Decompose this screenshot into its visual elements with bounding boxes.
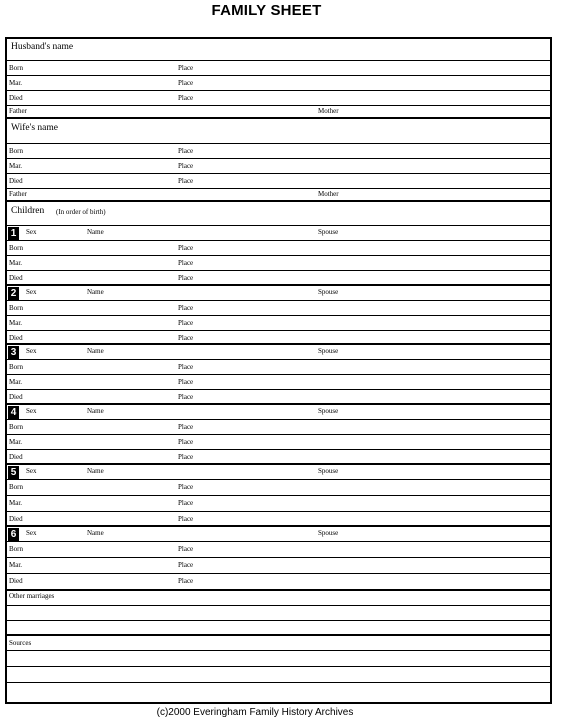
child-number-badge: 6 [8,528,19,542]
child-2-died-row[interactable] [7,331,550,345]
child-born-place-label: Place [178,304,194,312]
child-marriage-place-label: Place [178,378,194,386]
child-2-marriage-row[interactable] [7,316,550,331]
husband-marriage-label: Mar. [9,79,23,87]
child-spouse-label: Spouse [318,529,339,537]
child-3-header-row[interactable] [7,345,550,360]
family-sheet-form [5,37,552,704]
wife-parents-row[interactable] [7,189,550,202]
wife-name-row[interactable] [7,119,550,144]
wife-mother-label: Mother [318,190,339,198]
child-2-header-row[interactable] [7,286,550,301]
husband-parents-row[interactable] [7,106,550,119]
child-name-label: Name [87,288,104,296]
child-spouse-label: Spouse [318,467,339,475]
child-sex-label: Sex [26,407,37,415]
child-born-label: Born [9,423,23,431]
husband-died-label: Died [9,94,23,102]
child-died-label: Died [9,334,23,342]
child-name-label: Name [87,347,104,355]
child-number-badge: 1 [8,227,19,241]
husband-name-row[interactable] [7,39,550,61]
child-sex-label: Sex [26,467,37,475]
child-died-place-label: Place [178,515,194,523]
child-marriage-place-label: Place [178,259,194,267]
children-header-row[interactable] [7,202,550,226]
sources-row[interactable] [7,636,550,651]
husband-mother-label: Mother [318,107,339,115]
child-name-label: Name [87,228,104,236]
sources-line[interactable] [7,651,550,667]
wife-born-label: Born [9,147,23,155]
child-sex-label: Sex [26,529,37,537]
child-died-label: Died [9,393,23,401]
child-number-badge: 4 [8,406,19,420]
child-marriage-label: Mar. [9,319,23,327]
husband-marriage-row[interactable] [7,76,550,91]
child-born-place-label: Place [178,483,194,491]
child-born-place-label: Place [178,423,194,431]
child-marriage-label: Mar. [9,499,23,507]
child-marriage-place-label: Place [178,499,194,507]
child-1-marriage-row[interactable] [7,256,550,271]
wife-died-label: Died [9,177,23,185]
wife-died-row[interactable] [7,174,550,189]
other-marriages-line[interactable] [7,606,550,621]
child-3-marriage-row[interactable] [7,375,550,390]
child-marriage-place-label: Place [178,561,194,569]
husband-born-place-label: Place [178,64,194,72]
child-born-place-label: Place [178,244,194,252]
child-4-marriage-row[interactable] [7,435,550,450]
child-died-place-label: Place [178,577,194,585]
child-spouse-label: Spouse [318,347,339,355]
child-5-marriage-row[interactable] [7,496,550,512]
wife-died-place-label: Place [178,177,194,185]
child-died-label: Died [9,274,23,282]
child-born-label: Born [9,244,23,252]
husband-born-row[interactable] [7,61,550,76]
other-marriages-row[interactable] [7,591,550,606]
husband-name-label: Husband's name [11,42,74,52]
wife-marriage-label: Mar. [9,162,23,170]
wife-born-place-label: Place [178,147,194,155]
wife-born-row[interactable] [7,144,550,159]
child-6-marriage-row[interactable] [7,558,550,574]
page-title: FAMILY SHEET [211,2,322,19]
child-marriage-label: Mar. [9,378,23,386]
wife-marriage-row[interactable] [7,159,550,174]
child-spouse-label: Spouse [318,288,339,296]
child-name-label: Name [87,529,104,537]
child-died-place-label: Place [178,453,194,461]
sources-line[interactable] [7,667,550,683]
husband-marriage-place-label: Place [178,79,194,87]
husband-born-label: Born [9,64,23,72]
child-marriage-label: Mar. [9,561,23,569]
child-name-label: Name [87,407,104,415]
child-sex-label: Sex [26,347,37,355]
child-4-born-row[interactable] [7,420,550,435]
child-number-badge: 2 [8,287,19,301]
child-1-died-row[interactable] [7,271,550,286]
child-1-header-row[interactable] [7,226,550,241]
child-5-header-row[interactable] [7,465,550,480]
child-1-born-row[interactable] [7,241,550,256]
sources-line[interactable] [7,683,550,703]
child-3-born-row[interactable] [7,360,550,375]
husband-father-label: Father [9,107,27,115]
child-marriage-label: Mar. [9,438,23,446]
child-born-place-label: Place [178,545,194,553]
child-died-label: Died [9,515,23,523]
husband-died-place-label: Place [178,94,194,102]
child-marriage-label: Mar. [9,259,23,267]
children-note-label: (In order of birth) [56,208,106,216]
child-born-label: Born [9,483,23,491]
child-sex-label: Sex [26,228,37,236]
child-died-label: Died [9,453,23,461]
child-6-header-row[interactable] [7,527,550,542]
child-born-label: Born [9,304,23,312]
child-spouse-label: Spouse [318,407,339,415]
child-marriage-place-label: Place [178,438,194,446]
child-2-born-row[interactable] [7,301,550,316]
child-6-born-row[interactable] [7,542,550,558]
other-marriages-line[interactable] [7,621,550,636]
wife-name-label: Wife's name [11,123,58,133]
children-label: Children [11,206,45,216]
child-number-badge: 5 [8,466,19,480]
sources-label: Sources [9,639,32,647]
child-4-died-row[interactable] [7,450,550,465]
child-died-place-label: Place [178,274,194,282]
child-died-label: Died [9,577,23,585]
child-5-born-row[interactable] [7,480,550,496]
child-sex-label: Sex [26,288,37,296]
child-died-place-label: Place [178,334,194,342]
child-5-died-row[interactable] [7,512,550,527]
husband-died-row[interactable] [7,91,550,106]
child-number-badge: 3 [8,346,19,360]
child-spouse-label: Spouse [318,228,339,236]
child-4-header-row[interactable] [7,405,550,420]
child-born-label: Born [9,545,23,553]
child-6-died-row[interactable] [7,574,550,591]
wife-father-label: Father [9,190,27,198]
wife-marriage-place-label: Place [178,162,194,170]
child-died-place-label: Place [178,393,194,401]
child-3-died-row[interactable] [7,390,550,405]
other-marriages-label: Other marriages [9,592,55,600]
child-born-place-label: Place [178,363,194,371]
child-marriage-place-label: Place [178,319,194,327]
child-name-label: Name [87,467,104,475]
child-born-label: Born [9,363,23,371]
copyright-footer: (c)2000 Everingham Family History Archives [156,707,354,718]
